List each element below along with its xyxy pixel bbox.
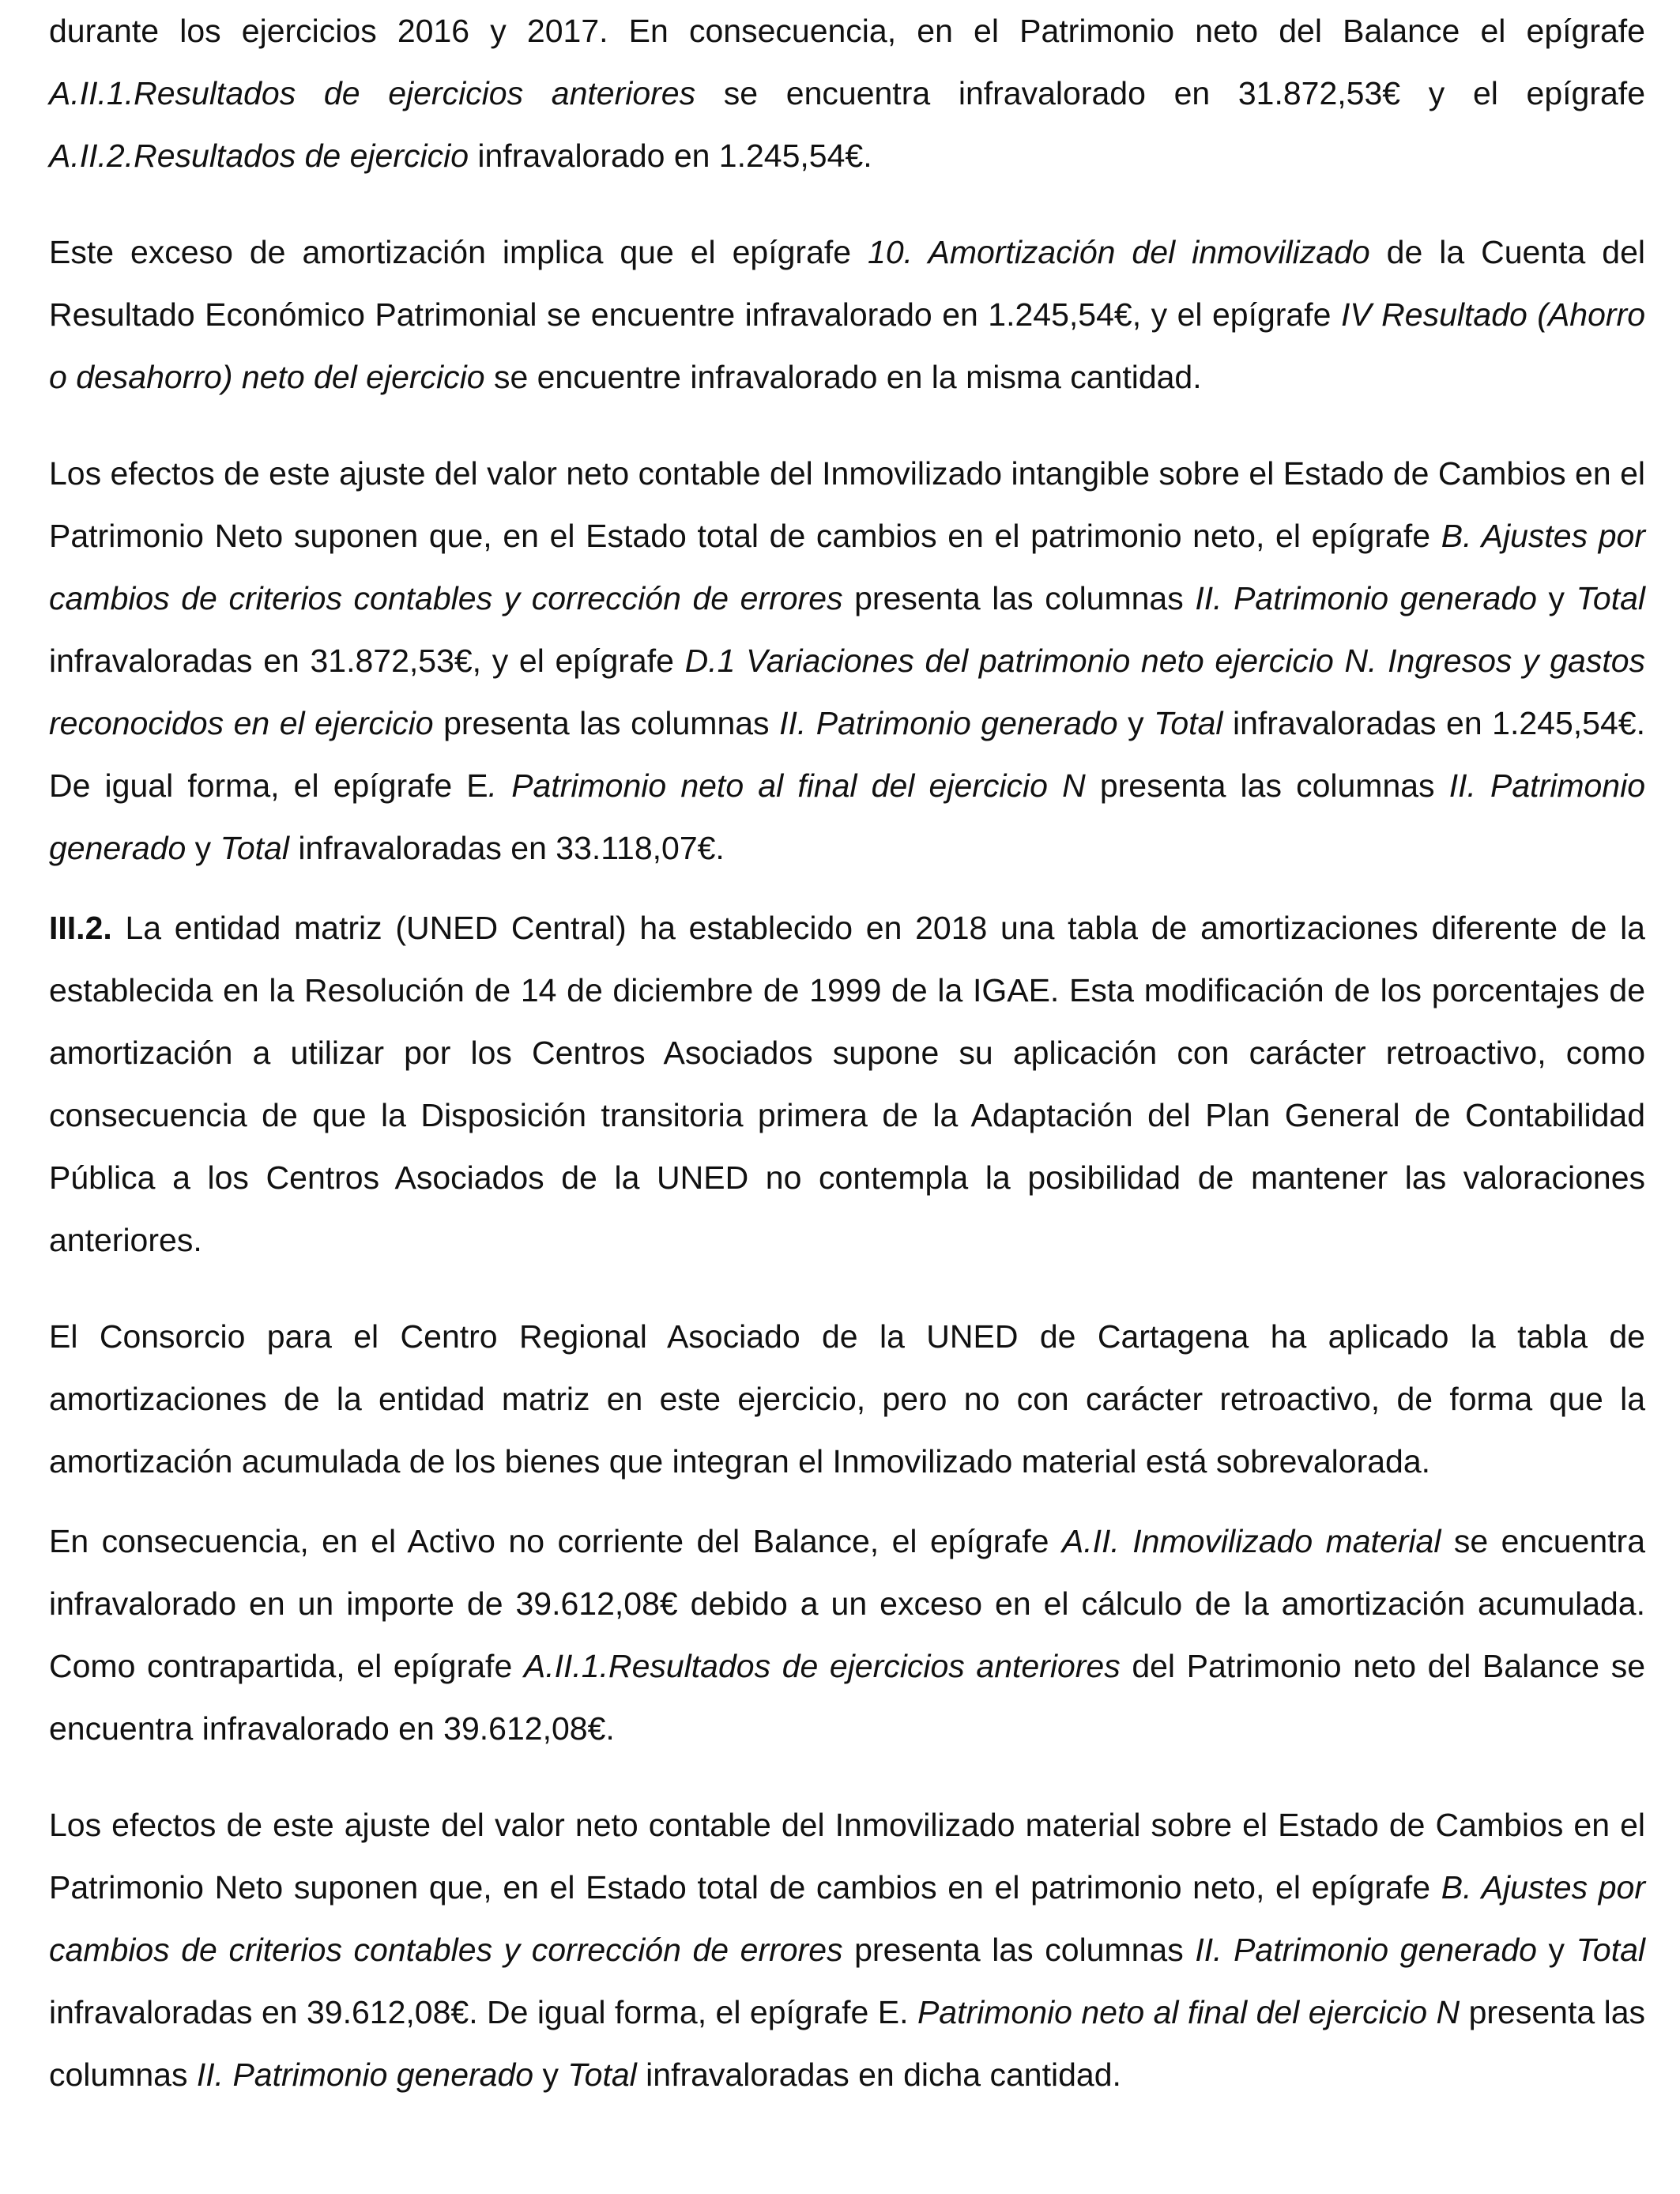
text-run: presenta las columnas: [1085, 767, 1449, 804]
italic-reference: Total: [567, 2056, 637, 2093]
text-run: presenta las columnas: [842, 580, 1196, 616]
italic-reference: II. Patrimonio generado: [196, 2056, 534, 2093]
italic-reference: D.1 Variaciones del patrimonio neto ejercicio N. Ingresos y gastos reconocidos en el ejercicio: [49, 643, 1646, 741]
text-run: se encuentra infravalorado en un importe de 39.612,08€ debido a un exceso en el cálculo de la amortización acumulada. Como contrapartida, el epígrafe: [49, 1523, 1646, 1684]
text-run: infravaloradas en 33.118,07€.: [288, 830, 725, 866]
text-run: y: [1536, 580, 1576, 616]
text-run: del Patrimonio neto del Balance se encuentra infravalorado en 39.612,08€.: [49, 1648, 1646, 1747]
paragraph-resultados-infravalorados: [49, 0, 1645, 187]
text-run: Los efectos de este ajuste del valor neto contable del Inmovilizado intangible sobre el Estado de Cambios en el Patrimonio Neto suponen que, en el Estado total de cambios en el patrimonio neto, el epígrafe: [49, 455, 1645, 554]
text-run: infravaloradas en dicha cantidad.: [636, 2056, 1121, 2093]
italic-reference: II. Patrimonio generado: [1195, 580, 1537, 616]
italic-reference: II. Patrimonio generado: [779, 705, 1118, 741]
italic-reference: Total: [1576, 580, 1645, 616]
text-run: y: [186, 830, 220, 866]
text-run: de la Cuenta del Resultado Económico Patrimonial se encuentre infravalorado en 1.245,54€, y el epígrafe: [49, 234, 1645, 333]
italic-reference: IV Resultado (Ahorro o desahorro) neto del ejercicio: [49, 296, 1646, 395]
text-run: y: [1536, 1932, 1576, 1968]
italic-reference: . Patrimonio neto al final del ejercicio N: [488, 767, 1086, 804]
italic-reference: A.II.1.Resultados de ejercicios anteriores: [523, 1648, 1121, 1684]
italic-reference: 10. Amortización del inmovilizado: [868, 234, 1370, 270]
italic-reference: B. Ajustes por cambios de criterios contables y corrección de errores: [49, 518, 1645, 616]
paragraph-activo-no-corriente: [49, 1510, 1645, 1760]
text-run: infravaloradas en 31.872,53€, y el epígrafe: [49, 643, 685, 679]
text-run: y: [533, 2056, 568, 2093]
text-run: presenta las columnas: [49, 1994, 1645, 2093]
text-run: infravaloradas en 1.245,54€. De igual forma, el epígrafe E: [49, 705, 1645, 804]
italic-reference: Total: [1576, 1932, 1645, 1968]
italic-reference: II. Patrimonio generado: [49, 767, 1646, 866]
text-run: infravaloradas en 39.612,08€. De igual forma, el epígrafe E.: [49, 1994, 917, 2030]
text-run: Los efectos de este ajuste del valor neto contable del Inmovilizado material sobre el Estado de Cambios en el Patrimonio Neto suponen que, en el Estado total de cambios en el patrimonio neto, el epígrafe: [49, 1807, 1645, 1906]
section-number: III.2.: [49, 910, 112, 946]
italic-reference: Total: [1154, 705, 1223, 741]
document-page: [49, 0, 1645, 2106]
italic-reference: Total: [220, 830, 289, 866]
italic-reference: Patrimonio neto al final del ejercicio N: [917, 1994, 1460, 2030]
paragraph-efectos-inmovilizado-material: [49, 1794, 1645, 2106]
text-run: En consecuencia, en el Activo no corriente del Balance, el epígrafe: [49, 1523, 1062, 1559]
italic-reference: A.II. Inmovilizado material: [1061, 1523, 1441, 1559]
paragraph-efectos-inmovilizado-intangible: [49, 443, 1645, 880]
text-run: Este exceso de amortización implica que el epígrafe: [49, 234, 868, 270]
text-run: infravalorado en 1.245,54€.: [469, 138, 872, 174]
text-run: El Consorcio para el Centro Regional Asociado de la UNED de Cartagena ha aplicado la tabla de amortizaciones de la entidad matriz en este ejercicio, pero no con carácter retroactivo, de forma que la amortización acumulada de los bienes que integran el Inmovilizado material está sobrevalorada.: [49, 1318, 1645, 1480]
paragraph-consorcio-cartagena: [49, 1306, 1645, 1493]
italic-reference: A.II.1.Resultados de ejercicios anteriores: [49, 75, 696, 111]
italic-reference: II. Patrimonio generado: [1195, 1932, 1537, 1968]
paragraph-section-iii-2: [49, 897, 1645, 1272]
italic-reference: B. Ajustes por cambios de criterios contables y corrección de errores: [49, 1869, 1645, 1968]
paragraph-exceso-amortizacion: [49, 221, 1645, 409]
text-run: presenta las columnas: [433, 705, 780, 741]
text-run: y: [1117, 705, 1155, 741]
text-run: se encuentre infravalorado en la misma cantidad.: [484, 359, 1202, 395]
italic-reference: A.II.2.Resultados de ejercicio: [49, 138, 469, 174]
text-run: durante los ejercicios 2016 y 2017. En consecuencia, en el Patrimonio neto del Balance el epígrafe: [49, 13, 1645, 49]
text-run: La entidad matriz (UNED Central) ha establecido en 2018 una tabla de amortizaciones diferente de la establecida en la Resolución de 14 de diciembre de 1999 de la IGAE. Esta modificación de los porcentajes de amortización a utilizar por los Centros Asociados supone su aplicación con carácter retroactivo, como consecuencia de que la Disposición transitoria primera de la Adaptación del Plan General de Contabilidad Pública a los Centros Asociados de la UNED no contempla la posibilidad de mantener las valoraciones anteriores.: [49, 910, 1645, 1258]
text-run: se encuentra infravalorado en 31.872,53€ y el epígrafe: [695, 75, 1645, 111]
text-run: presenta las columnas: [842, 1932, 1196, 1968]
